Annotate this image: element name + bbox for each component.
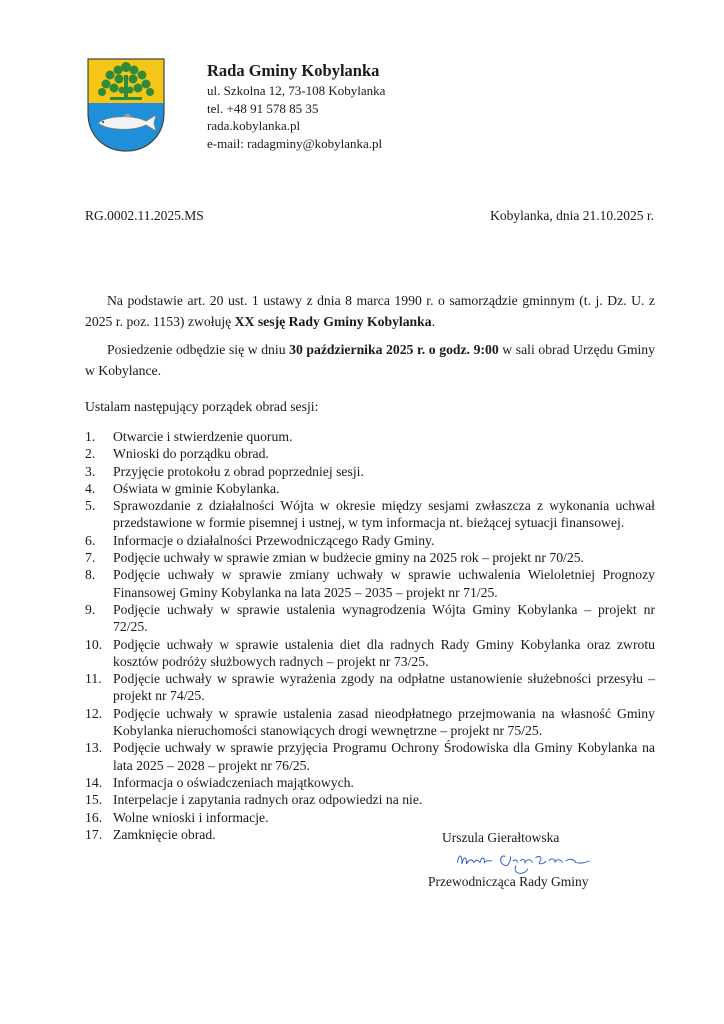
place-date: Kobylanka, dnia 21.10.2025 r. xyxy=(490,208,654,223)
org-email: e-mail: radagminy@kobylanka.pl xyxy=(207,135,383,151)
item-text: Sprawozdanie z działalności Wójta w okresie między sesjami zwłaszcza z wykonania uchwał przedstawione w formie pisemnej i ustnej, w tym informacja nt. bieżącej sytuacji finansowej. xyxy=(113,498,655,531)
session-datetime: 30 października 2025 r. o godz. 9:00 xyxy=(289,342,499,357)
agenda-item xyxy=(85,739,655,774)
item-number: 11. xyxy=(85,671,102,687)
letterhead xyxy=(207,60,385,152)
item-number: 14. xyxy=(85,774,103,790)
handwritten-signature-icon xyxy=(428,846,628,876)
item-number: 15. xyxy=(85,792,103,808)
agenda-item xyxy=(85,601,655,636)
item-number: 5. xyxy=(85,498,96,514)
agenda-item xyxy=(85,791,655,808)
item-text: Przyjęcie protokołu z obrad poprzedniej sesji. xyxy=(113,463,364,479)
p2-text: Posiedzenie odbędzie się w dniu xyxy=(107,342,290,357)
agenda-item xyxy=(85,809,655,826)
item-text: Wnioski do porządku obrad. xyxy=(113,446,269,462)
item-number: 17. xyxy=(85,826,103,842)
agenda-item xyxy=(85,566,655,601)
paragraph-legal-basis xyxy=(85,290,655,332)
item-text: Interpelacje i zapytania radnych oraz odpowiedzi na nie. xyxy=(113,792,423,808)
agenda-item xyxy=(85,497,655,532)
item-text: Zamknięcie obrad. xyxy=(113,826,216,842)
item-number: 1. xyxy=(85,429,96,444)
p1-end: . xyxy=(431,314,436,329)
item-number: 13. xyxy=(85,740,103,756)
org-phone: tel. +48 91 578 85 35 xyxy=(207,100,319,116)
agenda-item xyxy=(85,549,655,566)
item-number: 12. xyxy=(85,705,103,721)
item-text: Podjęcie uchwały w sprawie ustalenia wynagrodzenia Wójta Gminy Kobylanka – projekt nr 72/25. xyxy=(113,601,655,635)
agenda-item xyxy=(85,532,655,549)
item-number: 3. xyxy=(85,463,96,479)
signature-block xyxy=(428,830,628,890)
org-website: rada.kobylanka.pl xyxy=(207,118,301,134)
p2-end: w sali obrad Urzędu Gminy w Kobylance. xyxy=(85,342,655,378)
agenda-list xyxy=(85,428,655,843)
item-number: 7. xyxy=(85,550,96,566)
item-number: 6. xyxy=(85,532,96,548)
agenda-item xyxy=(85,480,655,497)
agenda-item xyxy=(85,705,655,740)
item-text: Podjęcie uchwały w sprawie przyjęcia Programu Ochrony Środowiska dla Gminy Kobylanka na lata 2025 – 2028 – projekt nr 76/25. xyxy=(113,740,655,773)
item-number: 4. xyxy=(85,480,96,496)
item-text: Oświata w gminie Kobylanka. xyxy=(113,480,280,496)
item-text: Otwarcie i stwierdzenie quorum. xyxy=(113,429,293,444)
reference-number: RG.0002.11.2025.MS xyxy=(85,208,204,223)
item-text: Podjęcie uchwały w sprawie ustalenia diet dla radnych Rady Gminy Kobylanka oraz zwrotu kosztów podróży służbowych radnych – projekt nr 73/25. xyxy=(113,636,655,669)
signatory-name: Urszula Gierałtowska xyxy=(442,830,560,845)
p1-text: Na podstawie art. 20 ust. 1 ustawy z dnia 8 marca 1990 r. o samorządzie gminnym (t. j. Dz. U. z 2025 r. poz. 1153) zwołuję xyxy=(85,293,655,329)
item-text: Podjęcie uchwały w sprawie ustalenia zasad nieodpłatnego przejmowania na własność Gminy Kobylanka nieruchomości stanowiących drogi wewnętrzne – projekt nr 75/25. xyxy=(113,705,655,739)
item-number: 16. xyxy=(85,809,103,825)
item-text: Podjęcie uchwały w sprawie zmiany uchwały w sprawie uchwalenia Wieloletniej Prognozy Finansowej Gminy Kobylanka na lata 2025 – 2035 – projekt nr 71/25. xyxy=(113,567,655,600)
item-text: Podjęcie uchwały w sprawie zmian w budżecie gminy na 2025 rok – projekt nr 70/25. xyxy=(113,550,584,566)
item-number: 9. xyxy=(85,601,96,617)
item-number: 10. xyxy=(85,636,103,652)
item-text: Wolne wnioski i informacje. xyxy=(113,809,269,825)
session-title: XX sesję Rady Gminy Kobylanka xyxy=(234,314,432,329)
item-text: Podjęcie uchwały w sprawie wyrażenia zgody na odpłatne ustanowienie służebności przesyłu – projekt nr 74/25. xyxy=(113,671,655,704)
org-name: Rada Gminy Kobylanka xyxy=(207,61,380,80)
signatory-role: Przewodnicząca Rady Gminy xyxy=(428,874,589,889)
item-text: Informacja o oświadczeniach majątkowych. xyxy=(113,774,354,790)
agenda-item xyxy=(85,428,655,445)
coat-of-arms-icon xyxy=(86,57,166,153)
agenda-item xyxy=(85,670,655,705)
org-address: ul. Szkolna 12, 73-108 Kobylanka xyxy=(207,83,386,98)
paragraph-session-time xyxy=(85,339,655,381)
agenda-item xyxy=(85,463,655,480)
agenda-intro: Ustalam następujący porządek obrad sesji: xyxy=(85,399,319,414)
agenda-item xyxy=(85,774,655,791)
item-text: Informacje o działalności Przewodniczącego Rady Gminy. xyxy=(113,532,435,548)
item-number: 8. xyxy=(85,567,96,583)
item-number: 2. xyxy=(85,446,96,462)
agenda-item xyxy=(85,445,655,462)
agenda-item xyxy=(85,636,655,671)
